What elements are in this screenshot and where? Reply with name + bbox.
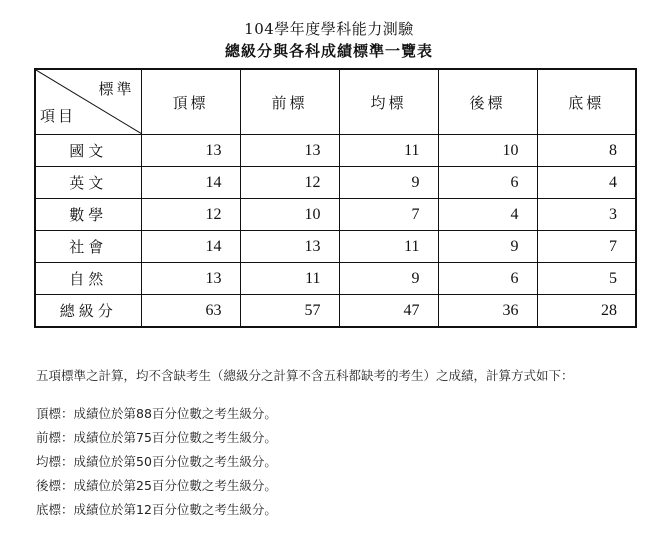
table-row — [35, 135, 636, 167]
table-cell: 6 — [438, 167, 537, 199]
table-cell: 9 — [339, 263, 438, 295]
table-cell: 63 — [141, 295, 240, 328]
document-title: 104學年度學科能力測驗 — [244, 20, 414, 38]
row-label: 英文 — [35, 167, 141, 199]
notes-intro: 五項標準之計算，均不含缺考生（總級分之計算不含五科都缺考的考生）之成績，計算方式如下： — [36, 368, 574, 383]
column-header-top: 頂標 — [141, 69, 240, 135]
corner-label-standard: 標準 — [98, 80, 135, 98]
table-cell: 13 — [240, 231, 339, 263]
column-header-front: 前標 — [240, 69, 339, 135]
table-cell: 12 — [141, 199, 240, 231]
table-cell: 3 — [537, 199, 636, 231]
column-header-average: 均標 — [339, 69, 438, 135]
header-row — [35, 69, 636, 135]
table-cell: 7 — [537, 231, 636, 263]
table-cell: 57 — [240, 295, 339, 328]
row-label: 自然 — [35, 263, 141, 295]
table-cell: 13 — [240, 135, 339, 167]
table-row — [35, 231, 636, 263]
table-cell: 13 — [141, 263, 240, 295]
table-row — [35, 263, 636, 295]
table-cell: 5 — [537, 263, 636, 295]
calculation-notes — [36, 366, 646, 522]
row-label: 數學 — [35, 199, 141, 231]
table-cell: 14 — [141, 231, 240, 263]
rule-bottom-standard: 底標：成績位於第12百分位數之考生級分。 — [36, 502, 277, 517]
score-standards-table — [34, 68, 637, 328]
table-cell: 12 — [240, 167, 339, 199]
table-cell: 9 — [438, 231, 537, 263]
table-row-total — [35, 295, 636, 328]
rule-back-standard: 後標：成績位於第25百分位數之考生級分。 — [36, 478, 277, 493]
table-row — [35, 167, 636, 199]
table-cell: 11 — [339, 231, 438, 263]
rule-front-standard: 前標：成績位於第75百分位數之考生級分。 — [36, 430, 277, 445]
corner-label-item: 項目 — [40, 107, 77, 125]
table-cell: 13 — [141, 135, 240, 167]
table-cell: 4 — [537, 167, 636, 199]
row-label: 國文 — [35, 135, 141, 167]
table-cell: 10 — [438, 135, 537, 167]
table-cell: 14 — [141, 167, 240, 199]
table-row — [35, 199, 636, 231]
column-header-bottom: 底標 — [537, 69, 636, 135]
table-cell: 9 — [339, 167, 438, 199]
table-cell: 4 — [438, 199, 537, 231]
table-cell: 11 — [240, 263, 339, 295]
rule-average-standard: 均標：成績位於第50百分位數之考生級分。 — [36, 454, 277, 469]
table-cell: 47 — [339, 295, 438, 328]
table-cell: 7 — [339, 199, 438, 231]
table-cell: 6 — [438, 263, 537, 295]
table-cell: 36 — [438, 295, 537, 328]
row-label: 總級分 — [35, 295, 141, 328]
row-label: 社會 — [35, 231, 141, 263]
column-header-back: 後標 — [438, 69, 537, 135]
rule-top-standard: 頂標：成績位於第88百分位數之考生級分。 — [36, 406, 277, 421]
table-cell: 10 — [240, 199, 339, 231]
table-cell: 8 — [537, 135, 636, 167]
corner-header-cell — [35, 69, 141, 135]
table-cell: 11 — [339, 135, 438, 167]
table-cell: 28 — [537, 295, 636, 328]
document-subtitle: 總級分與各科成績標準一覽表 — [224, 42, 433, 60]
